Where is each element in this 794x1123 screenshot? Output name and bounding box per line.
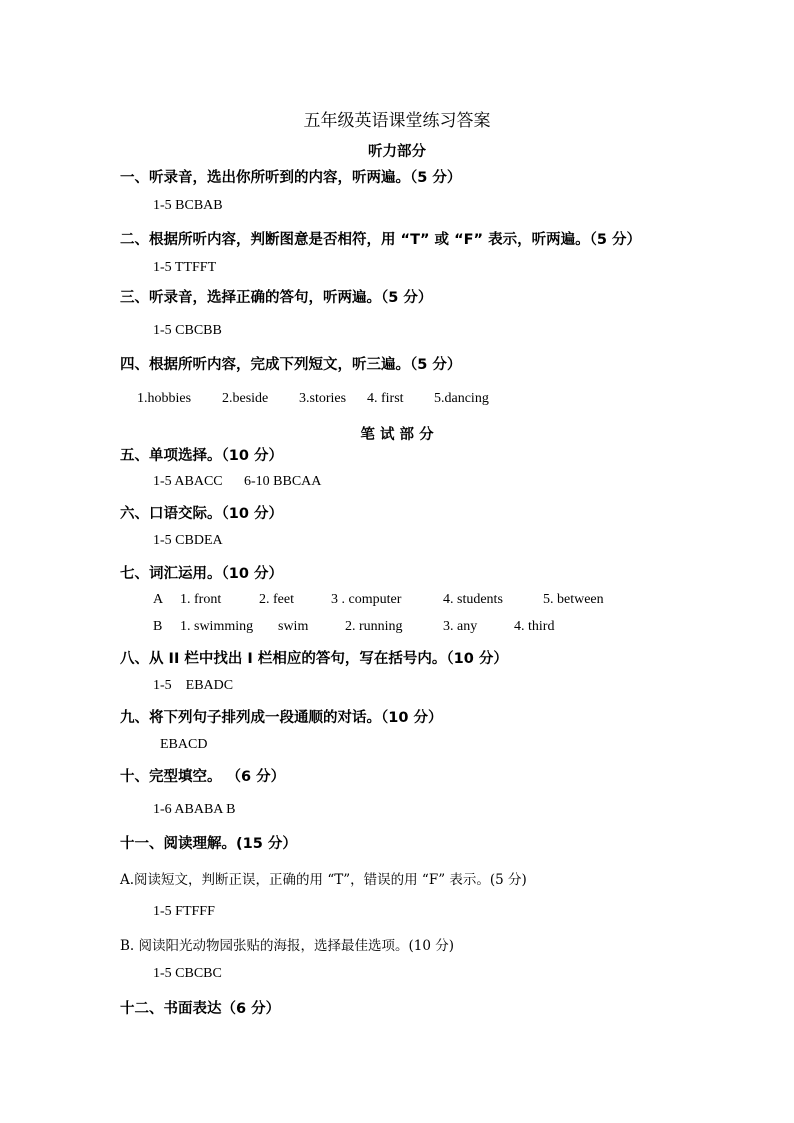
section-5-answer-b: 6-10 BBCAA [244, 474, 322, 489]
section-5-heading: 五、单项选择。（10 分） [120, 448, 283, 464]
section-7-row-b-label: B [153, 619, 163, 634]
section-11-a-instruction: A.阅读短文，判断正误，正确的用 “T”，错误的用 “F” 表示。(5 分) [120, 872, 527, 888]
section-4-answer-3: 3.stories [299, 391, 347, 406]
section-3-answer: 1-5 CBCBB [153, 323, 222, 338]
section-7-row-a-label: A [153, 592, 164, 607]
section-7-row-a-item-2: 2. feet [259, 592, 294, 607]
section-7-row-b-item-1: 1. swimming [180, 619, 254, 634]
section-2-heading: 二、根据所听内容，判断图意是否相符，用 “T” 或 “F” 表示，听两遍。（5 分） [120, 232, 641, 248]
section-3-heading: 三、听录音，选择正确的答句，听两遍。（5 分） [120, 290, 433, 306]
section-10-answer: 1-6 ABABA B [153, 802, 236, 817]
section-4-answer-4: 4. first [367, 391, 404, 406]
listening-part-title: 听力部分 [368, 144, 426, 160]
section-1-answer: 1-5 BCBAB [153, 198, 223, 213]
section-7-heading: 七、词汇运用。（10 分） [120, 566, 283, 582]
section-11-b-instruction: B. 阅读阳光动物园张贴的海报，选择最佳选项。(10 分) [120, 938, 455, 954]
section-2-answer: 1-5 TTFFT [153, 260, 217, 275]
section-9-heading: 九、将下列句子排列成一段通顺的对话。（10 分） [120, 710, 443, 726]
section-7-row-b-item-5: 4. third [514, 619, 555, 634]
section-10-heading: 十、完型填空。 （6 分） [120, 769, 286, 785]
section-11-heading: 十一、阅读理解。(15 分） [120, 836, 297, 852]
section-4-answer-1: 1.hobbies [137, 391, 192, 406]
section-11-a-answer: 1-5 FTFFF [153, 904, 215, 919]
section-7-row-a-item-3: 3 . computer [331, 592, 402, 607]
section-7-row-b-item-4: 3. any [443, 619, 478, 634]
section-7-row-a-item-1: 1. front [180, 592, 222, 607]
page-title: 五年级英语课堂练习答案 [303, 111, 491, 131]
section-7-row-b-item-2: swim [278, 619, 309, 634]
section-7-row-a-item-5: 5. between [543, 592, 604, 607]
section-4-answer-2: 2.beside [222, 391, 269, 406]
section-11-b-answer: 1-5 CBCBC [153, 966, 222, 981]
section-12-heading: 十二、书面表达（6 分） [120, 1001, 281, 1017]
section-7-row-b-item-3: 2. running [345, 619, 403, 634]
section-1-heading: 一、听录音，选出你所听到的内容，听两遍。（5 分） [120, 170, 462, 186]
writing-part-title: 笔 试 部 分 [360, 427, 434, 443]
section-5-answer-a: 1-5 ABACC [153, 474, 223, 489]
section-8-heading: 八、从 II 栏中找出 I 栏相应的答句，写在括号内。（10 分） [120, 651, 508, 667]
section-8-answer: 1-5 EBADC [153, 678, 234, 693]
section-9-answer: EBACD [160, 737, 208, 752]
section-4-heading: 四、根据所听内容，完成下列短文，听三遍。（5 分） [120, 357, 462, 373]
section-6-heading: 六、口语交际。（10 分） [120, 506, 283, 522]
section-6-answer: 1-5 CBDEA [153, 533, 223, 548]
section-4-answer-5: 5.dancing [434, 391, 489, 406]
section-7-row-a-item-4: 4. students [443, 592, 503, 607]
